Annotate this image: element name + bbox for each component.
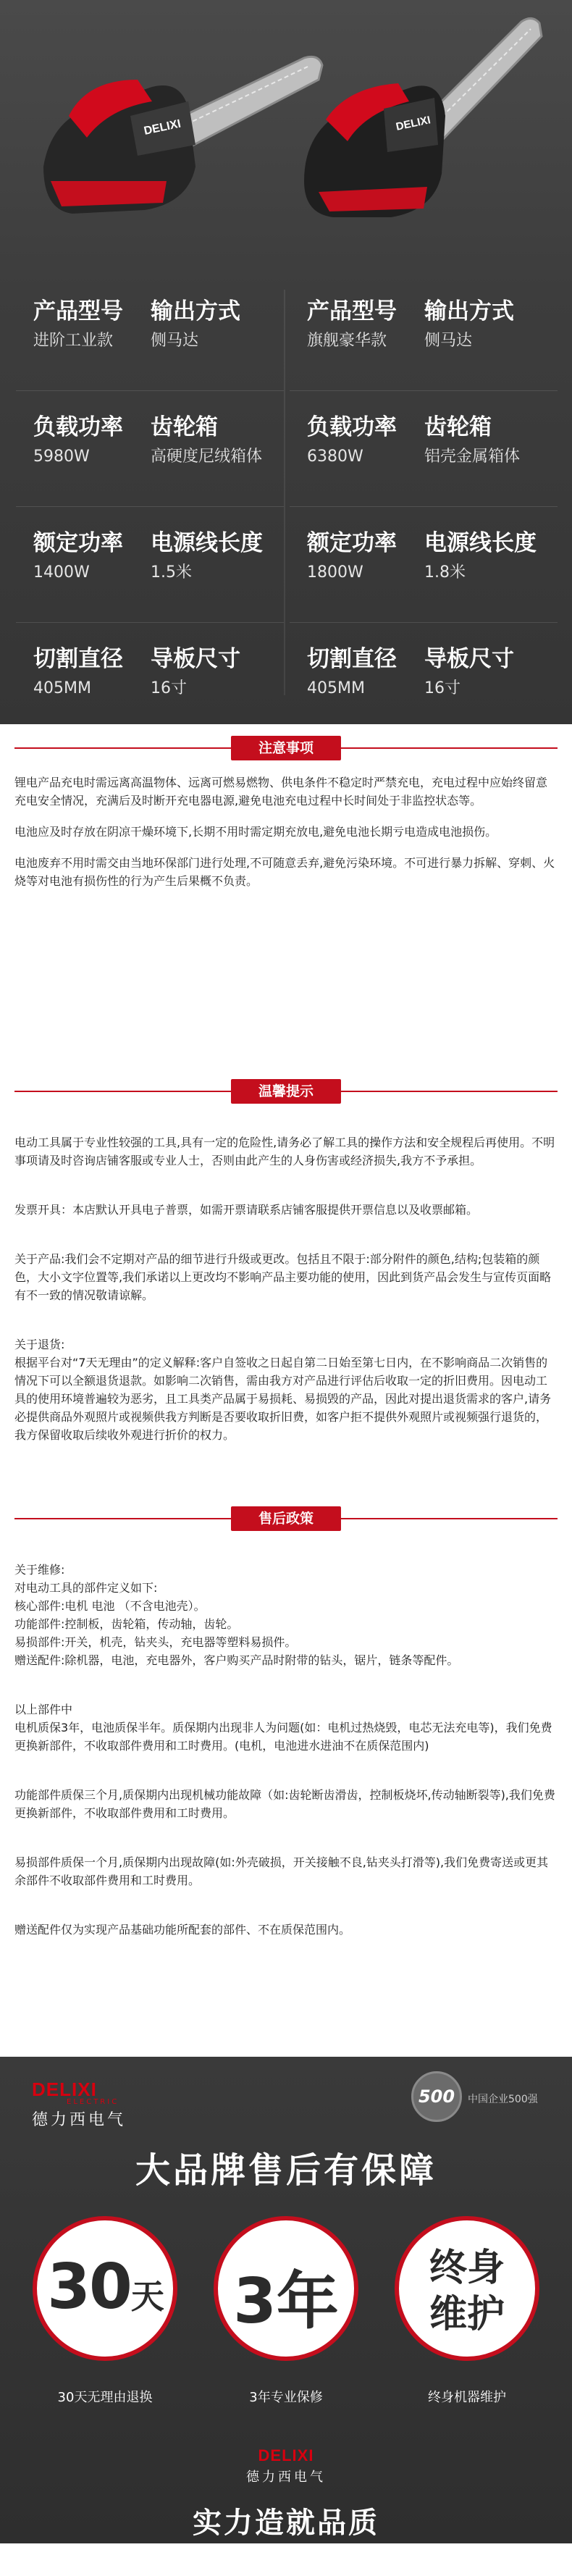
spec-value: 侧马达 <box>151 332 199 350</box>
spec-row <box>16 623 284 739</box>
product-spec-section <box>0 0 572 724</box>
spec-value: 5980W <box>33 448 90 466</box>
brand-name: DELIXI <box>258 2446 314 2464</box>
chainsaw-right-image <box>304 18 542 217</box>
spec-label: 切割直径 <box>33 646 123 672</box>
spec-grid-industrial <box>16 275 284 739</box>
top500-badge-text: 中国企业500强 <box>468 2094 538 2105</box>
notice-paragraph: 电池应及时存放在阴凉干燥环境下,长期不用时需定期充放电,避免电池长期亏电造成电池损伤。 <box>14 825 497 839</box>
guarantee-small: 维护 <box>429 2293 505 2336</box>
spec-value: 6380W <box>307 448 363 466</box>
spec-value: 405MM <box>33 679 91 697</box>
spec-row <box>16 391 284 507</box>
after-sales-paragraph: 功能部件质保三个月,质保期内出现机械功能故障（如:齿轮断齿滑齿，控制板烧坏,传动轴断裂等),我们免费更换新部件，不收取部件费用和工时费用。 <box>14 1788 555 1820</box>
spec-value: 16寸 <box>151 679 187 697</box>
guarantee-circle-3year <box>214 2216 358 2361</box>
guarantee-circle-lifetime <box>395 2216 539 2361</box>
spec-row <box>290 275 558 391</box>
notice-text <box>14 773 558 890</box>
spec-value: 侧马达 <box>424 332 473 350</box>
spec-label: 负载功率 <box>33 414 123 440</box>
brand-name: DELIXI <box>32 2078 97 2100</box>
guarantee-big-text <box>37 2251 173 2323</box>
guarantee-big: 终身 <box>429 2246 505 2290</box>
spec-label: 齿轮箱 <box>151 414 218 440</box>
spec-value: 旗舰豪华款 <box>307 332 387 350</box>
after-sales-paragraph: 易损部件质保一个月,质保期内出现故障(如:外壳破损，开关接触不良,钻夹头打滑等),我们免费寄送或更其余部件不收取部件费用和工时费用。 <box>14 1855 549 1887</box>
after-sales-heading-bar <box>14 1506 558 1531</box>
spec-row <box>16 275 284 391</box>
spec-label: 导板尺寸 <box>424 646 514 672</box>
brand-logo-secondary <box>246 2446 326 2485</box>
brand-sub: ELECTRIC <box>67 2098 119 2106</box>
guarantee-title: 大品牌售后有保障 <box>135 2150 437 2191</box>
spec-row <box>290 391 558 507</box>
notice-heading-bar <box>14 736 558 760</box>
notice-section <box>0 724 572 2057</box>
top500-badge-icon: 500 <box>411 2071 462 2122</box>
spec-row <box>16 507 284 623</box>
brand-logo <box>32 2078 126 2130</box>
guarantee-caption: 3年专业保修 <box>249 2390 323 2405</box>
guarantee-big: 3年 <box>233 2265 339 2338</box>
spec-value: 16寸 <box>424 679 460 697</box>
notice-heading: 注意事项 <box>231 736 341 760</box>
tips-paragraph: 关于产品:我们会不定期对产品的细节进行升级或更改。包括且不限于:部分附件的颜色,结构;包装箱的颜色，大小文字位置等,我们承诺以上更改均不影响产品主要功能的使用，因此到货产品会发生与宣传页面略有不一致的情况敬请谅解。 <box>14 1252 552 1302</box>
saw-logo-right: DELIXI <box>395 114 432 133</box>
spec-value: 铝壳金属箱体 <box>424 448 521 466</box>
spec-value: 405MM <box>307 679 365 697</box>
spec-value: 1.5米 <box>151 563 192 582</box>
saw-logo-left: DELIXI <box>143 117 182 138</box>
factory-caption: 德力西线下生产基地 <box>194 2554 377 2575</box>
spec-label: 导板尺寸 <box>151 646 240 672</box>
guarantee-small: 天 <box>130 2277 163 2316</box>
tips-paragraph: 关于退货: 根据平台对“7天无理由”的定义解释:客户自签收之日起自第二日始至第七日内，在不影响商品二次销售的情况下可以全额退货退款。如影响二次销售，需由我方对产品进行评估后收取一定的折旧费用。因电动工具的使用环境普遍较为恶劣，且工具类产品属于易损耗、易损毁的产品，因此对提出退货需求的客户,请务必提供商品外观照片或视频供我方判断是否要收取折旧费，如客户拒不提供外观照片或视频强行退货的，我方保留收取后续收外观进行折价的权力。 <box>14 1338 552 1442</box>
spec-label: 电源线长度 <box>424 530 537 556</box>
tips-heading: 温馨提示 <box>231 1079 341 1104</box>
spec-label: 产品型号 <box>307 298 397 324</box>
guarantee-caption: 终身机器维护 <box>428 2390 506 2405</box>
guarantee-caption: 30天无理由退换 <box>57 2390 153 2405</box>
notice-paragraph: 锂电产品充电时需远离高温物体、远离可燃易燃物、供电条件不稳定时严禁充电，充电过程中应始终留意充电安全情况，充满后及时断开充电器电源,避免电池充电过程中长时间处于非监控状态等。 <box>14 776 548 807</box>
spec-value: 1800W <box>307 563 363 582</box>
spec-label: 电源线长度 <box>151 530 263 556</box>
spec-value: 1400W <box>33 563 90 582</box>
guarantee-big: 30 <box>47 2251 131 2323</box>
spec-label: 负载功率 <box>307 414 397 440</box>
spec-label: 额定功率 <box>33 530 123 556</box>
after-sales-heading: 售后政策 <box>231 1506 341 1531</box>
tips-text <box>14 1115 558 1462</box>
slogan: 实力造就品质 <box>193 2506 379 2540</box>
chainsaw-left-image <box>43 56 322 214</box>
spec-label: 齿轮箱 <box>424 414 492 440</box>
spec-value: 1.8米 <box>424 563 466 582</box>
spec-label: 额定功率 <box>307 530 397 556</box>
tips-heading-bar <box>14 1079 558 1104</box>
spec-label: 产品型号 <box>33 298 123 324</box>
brand-cn: 德力西电气 <box>246 2470 326 2485</box>
after-sales-paragraph: 以上部件中 电机质保3年，电池质保半年。质保期内出现非人为问题(如：电机过热烧毁，电芯无法充电等)，我们免费更换新部件，不收取部件费用和工时费用。(电机，电池进水进油不在质保范围内) <box>14 1703 552 1753</box>
brand-cn: 德力西电气 <box>32 2111 127 2129</box>
after-sales-paragraph: 赠送配件仅为实现产品基础功能所配套的部件、不在质保范围内。 <box>14 1923 351 1937</box>
tips-paragraph: 电动工具属于专业性较强的工具,具有一定的危险性,请务必了解工具的操作方法和安全规程后再使用。不明事项请及时咨询店铺客服或专业人士，否则由此产生的人身伤害或经济损失,我方不予承担。 <box>14 1136 555 1167</box>
spec-label: 输出方式 <box>424 298 514 324</box>
spec-value: 高硬度尼绒箱体 <box>151 448 263 466</box>
tips-paragraph: 发票开具：本店默认开具电子普票，如需开票请联系店铺客服提供开票信息以及收票邮箱。 <box>14 1203 479 1217</box>
spec-label: 输出方式 <box>151 298 240 324</box>
spec-grid-flagship <box>290 275 558 739</box>
spec-row <box>290 623 558 739</box>
guarantee-section <box>0 2057 572 2575</box>
spec-value: 进阶工业款 <box>33 332 114 350</box>
notice-paragraph: 电池废弃不用时需交由当地环保部门进行处理,不可随意丢弃,避免污染环境。不可进行暴力拆解、穿刺、火烧等对电池有损伤性的行为产生后果概不负责。 <box>14 856 555 888</box>
chainsaw-product-images <box>0 0 572 275</box>
after-sales-text <box>14 1543 558 1957</box>
column-divider <box>284 290 285 695</box>
spec-label: 切割直径 <box>307 646 397 672</box>
after-sales-paragraph: 关于维修: 对电动工具的部件定义如下: 核心部件:电机 电池 （不含电池壳）。 功能部件:控制板，齿轮箱，传动轴，齿轮。 易损部件:开关，机壳，钻夹头，充电器等塑料易损件。 赠送配件:除机器，电池，充电器外，客户购买产品时附带的钻头，锯片，链条等配件。 <box>14 1563 459 1667</box>
guarantee-circle-30day <box>33 2216 177 2361</box>
spec-row <box>290 507 558 623</box>
